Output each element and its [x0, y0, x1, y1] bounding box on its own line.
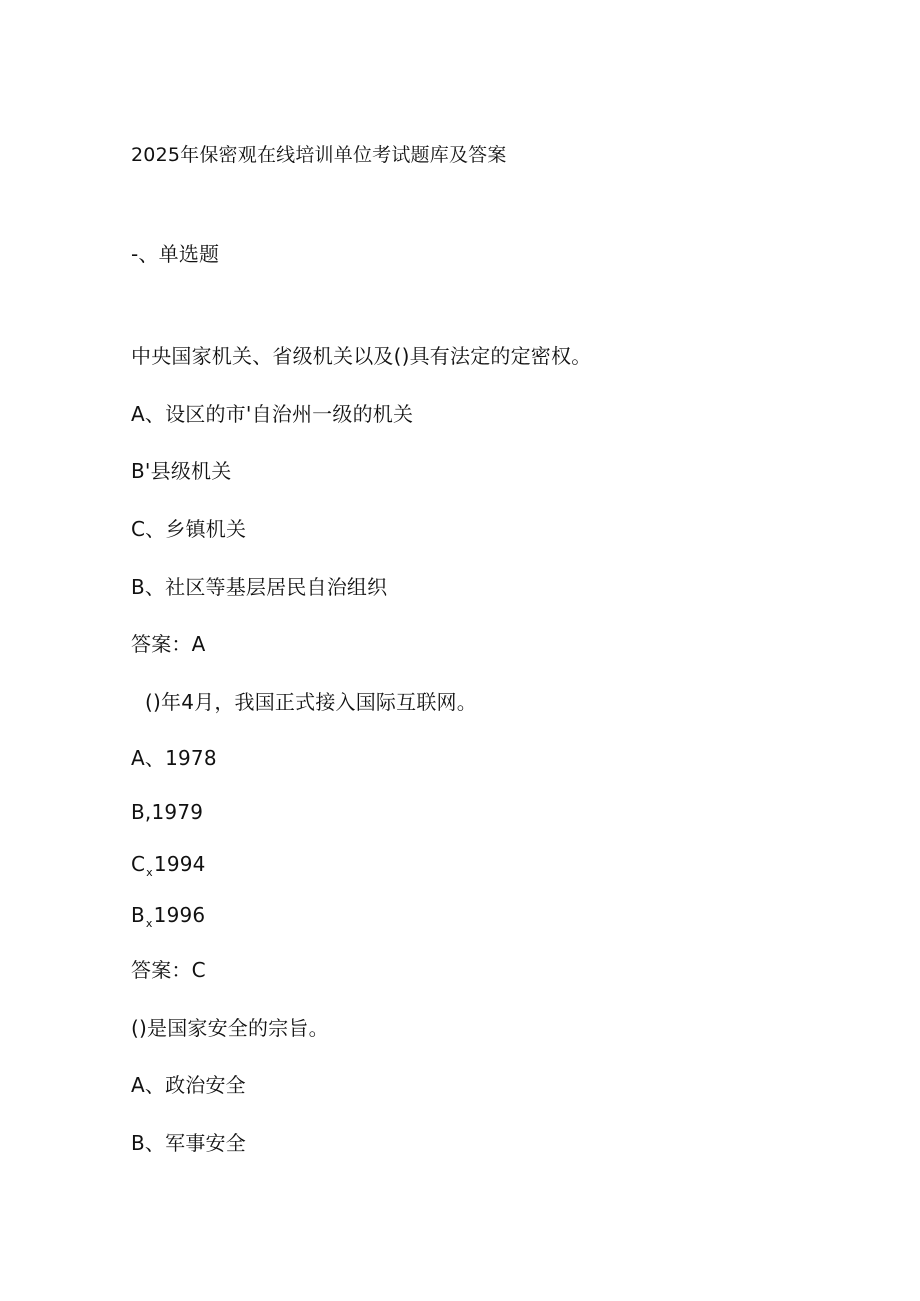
question-1-option-b: B'县级机关: [131, 459, 232, 483]
option-letter: B: [131, 903, 145, 927]
question-2-option-a: A、1978: [131, 746, 217, 770]
question-3-option-a: A、政治安全: [131, 1073, 246, 1097]
option-separator-mark: x: [145, 917, 153, 930]
question-2-stem: ()年4月，我国正式接入国际互联网。: [145, 690, 477, 714]
document-title: 2025年保密观在线培训单位考试题库及答案: [131, 144, 507, 166]
question-3-option-b: B、军事安全: [131, 1131, 246, 1155]
question-2-option-c: [131, 852, 206, 880]
question-1-option-a: A、设区的市'自治州一级的机关: [131, 402, 414, 426]
option-separator-mark: x: [146, 866, 153, 879]
question-2-answer: 答案：C: [131, 958, 206, 982]
option-value: 1994: [153, 852, 206, 876]
question-1-answer: 答案：A: [131, 632, 206, 656]
section-heading: -、单选题: [131, 242, 220, 266]
question-3-stem: ()是国家安全的宗旨。: [131, 1016, 329, 1040]
question-1-option-d: B、社区等基层居民自治组织: [131, 575, 388, 599]
question-2-option-d: [131, 903, 205, 931]
question-2-option-b: B,1979: [131, 800, 204, 824]
question-1-option-c: C、乡镇机关: [131, 517, 247, 541]
option-value: 1996: [153, 903, 206, 927]
question-1-stem: 中央国家机关、省级机关以及()具有法定的定密权。: [131, 344, 592, 368]
option-letter: C: [131, 852, 146, 876]
